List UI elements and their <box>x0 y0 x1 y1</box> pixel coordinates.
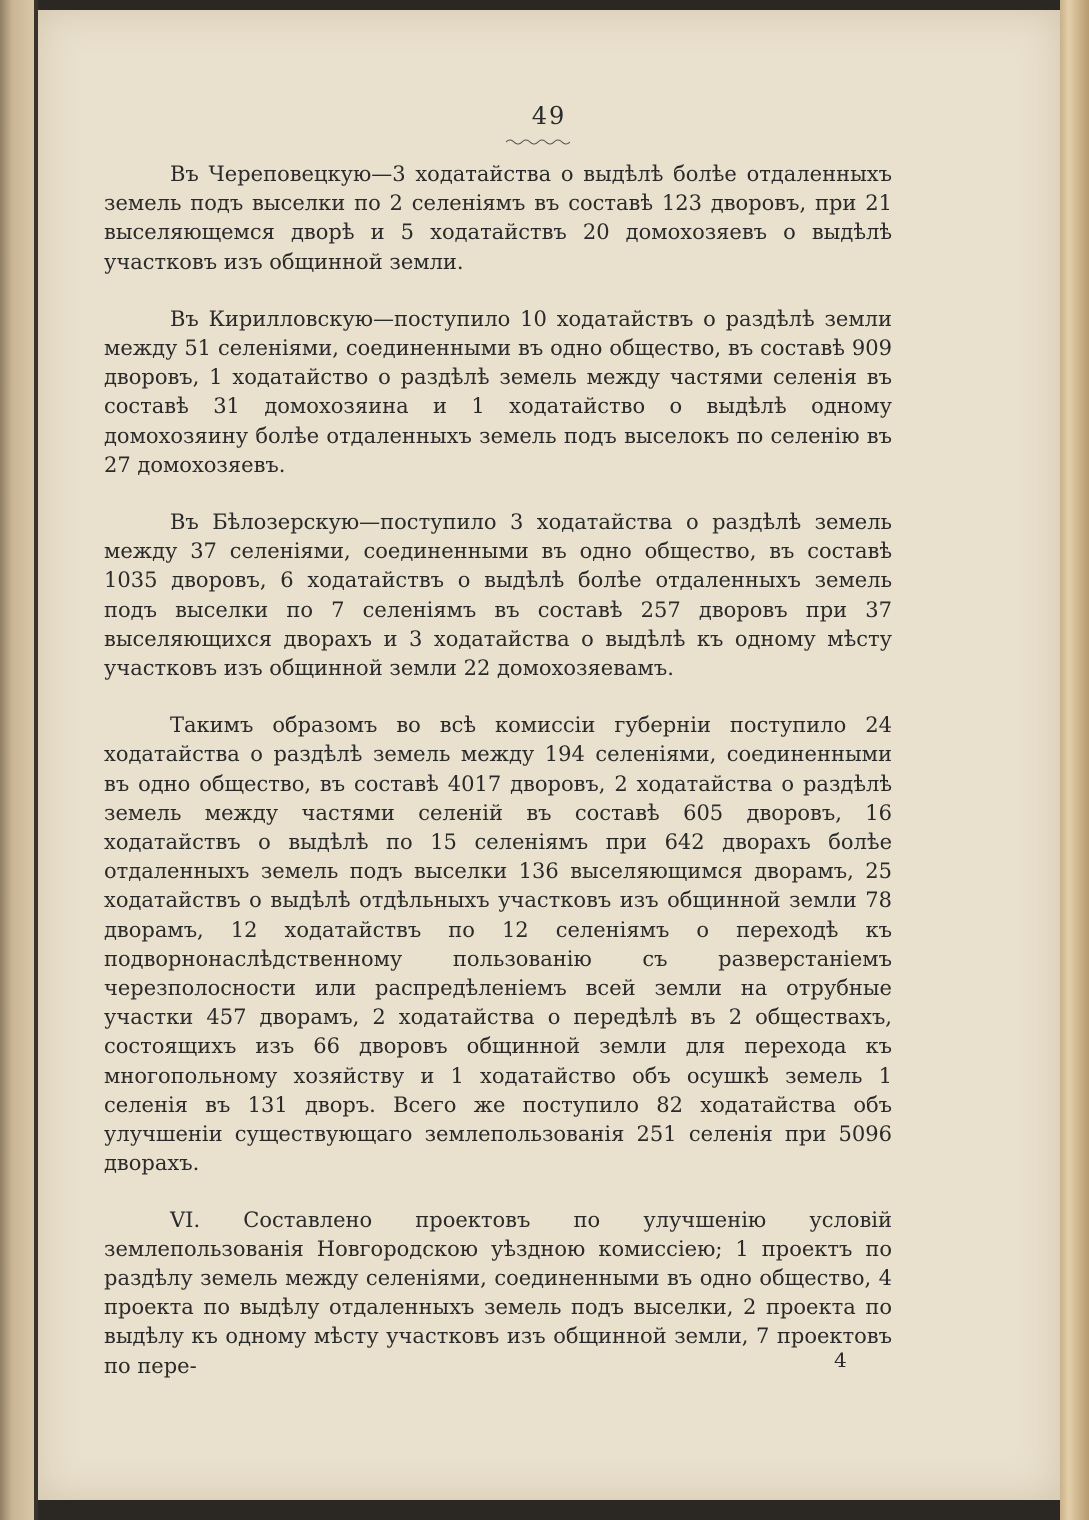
page-number: 49 <box>531 102 567 130</box>
paragraph-section-vi: VI. Составлено проектовъ по улучшенію условій землепользованія Новгородскою уѣздною комиссіею; 1 проектъ по раздѣлу земель между селеніями, соединенными въ одно общество, 4 проекта по выдѣлу отдаленныхъ земель подъ выселки, 2 проекта по выдѣлу къ одному мѣсту участковъ изъ общинной земли, 7 проектовъ по пере- <box>104 1207 892 1378</box>
book-page <box>38 10 1060 1500</box>
paragraph-belozersk: Въ Бѣлозерскую—поступило 3 ходатайства о раздѣлѣ земель между 37 селеніями, соединенными въ одно общество, въ составѣ 1035 дворовъ, 6 ходатайствъ о выдѣлѣ болѣе отдаленныхъ земель подъ выселки по 7 селеніямъ въ составѣ 257 дворовъ при 37 выселяющихся дворахъ и 3 ходатайства о выдѣлѣ къ одному мѣсту участковъ изъ общинной земли 22 домохозяевамъ. <box>104 510 892 681</box>
page-number-ornament <box>506 138 570 146</box>
paragraph-cherepovets: Въ Череповецкую—3 ходатайства о выдѣлѣ болѣе отдаленныхъ земель подъ выселки по 2 селеніямъ въ составѣ 123 дворовъ, при 21 выселяющемся дворѣ и 5 ходатайствъ 20 домохозяевъ о выдѣлѣ участковъ изъ общинной земли. <box>104 162 892 274</box>
page-stack-edge <box>1060 0 1089 1520</box>
paragraph-kirillov: Въ Кирилловскую—поступило 10 ходатайствъ о раздѣлѣ земли между 51 селеніями, соединенными въ одно общество, въ составѣ 909 дворовъ, 1 ходатайство о раздѣлѣ земель между частями селенія въ составѣ 31 домохозяина и 1 ходатайство о выдѣлѣ одному домохозяину болѣе отдаленныхъ земель подъ выселокъ по селенію въ 27 домохозяевъ. <box>104 306 892 477</box>
paragraph-summary: Такимъ образомъ во всѣ комиссіи губерніи поступило 24 ходатайства о раздѣлѣ земель между 194 селеніями, соединенными въ одно общество, въ составѣ 4017 дворовъ, 2 ходатайства о раздѣлѣ земель между частями селеній въ составѣ 605 дворовъ, 16 ходатайствъ о выдѣлѣ по 15 селеніямъ при 642 дворахъ болѣе отдаленныхъ земель подъ выселки 136 выселяющимся дворамъ, 25 ходатайствъ о выдѣлѣ отдѣльныхъ участковъ изъ общинной земли 78 дворамъ, 12 ходатайствъ по 12 селеніямъ о переходѣ къ подворнонаслѣдственному пользованію съ разверстаніемъ черезполосности или распредѣленіемъ всей земли на отрубные участки 457 дворамъ, 2 ходатайства о передѣлѣ въ 2 обществахъ, состоящихъ изъ 66 дворовъ общинной земли для перехода къ многопольному хозяйству и 1 ходатайство объ осушкѣ земель 1 селенія въ 131 дворъ. Всего же поступило 82 ходатайства объ улучшеніи существующаго землепользованія 251 селенія при 5096 дворахъ. <box>104 713 892 1176</box>
previous-page-edge <box>0 0 34 1520</box>
signature-mark: 4 <box>834 1348 847 1372</box>
page-body <box>104 160 892 1409</box>
